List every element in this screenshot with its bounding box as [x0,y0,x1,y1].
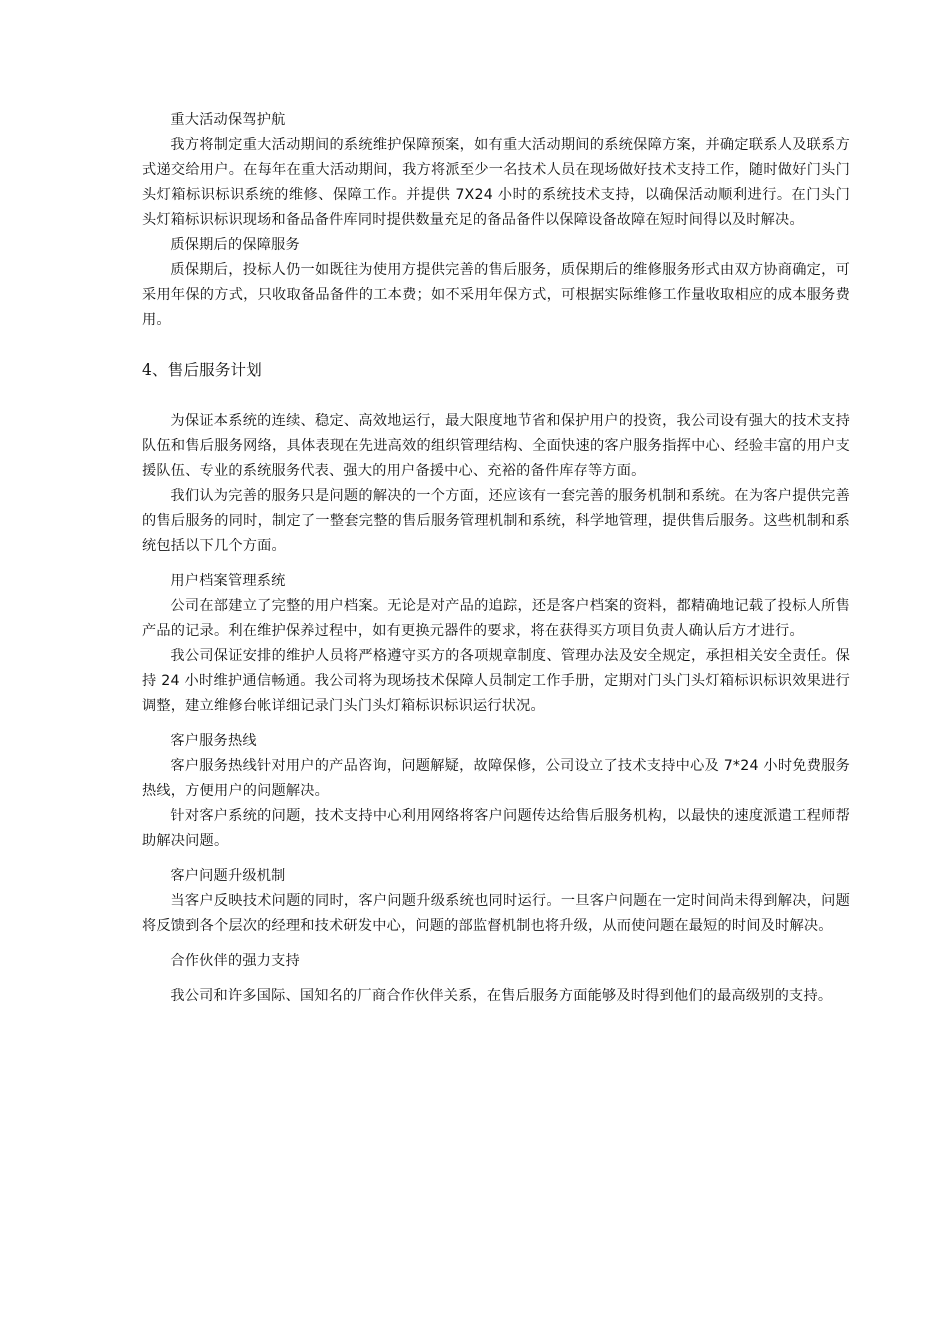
paragraph-hotline-2: 针对客户系统的问题，技术支持中心利用网络将客户问题传达给售后服务机构，以最快的速度派遣工程师帮助解决问题。 [142,808,850,849]
paragraph-intro-1: 为保证本系统的连续、稳定、高效地运行，最大限度地节省和保护用户的投资，我公司设有强大的技术支持队伍和售后服务网络，具体表现在先进高效的组织管理结构、全面快速的客户服务指挥中心、经验丰富的用户支援队伍、专业的系统服务代表、强大的用户备援中心、充裕的备件库存等方面。 [142,413,850,479]
spacer [142,939,850,949]
paragraph-hotline-1: 客户服务热线针对用户的产品咨询，问题解疑，故障保修，公司设立了技术支持中心及 7*24 小时免费服务热线，方便用户的问题解决。 [142,758,850,799]
paragraph-intro-2: 我们认为完善的服务只是问题的解决的一个方面，还应该有一套完善的服务机制和系统。在为客户提供完善的售后服务的同时，制定了一整套完整的售后服务管理机制和系统，科学地管理，提供售后服务。这些机制和系统包括以下几个方面。 [142,488,850,554]
spacer [142,719,850,729]
spacer [142,854,850,864]
section-title-escalation: 客户问题升级机制 [170,868,286,884]
section-title-user-archive: 用户档案管理系统 [170,573,286,589]
paragraph-user-archive-2: 我公司保证安排的维护人员将严格遵守买方的各项规章制度、管理办法及安全规定，承担相关安全责任。保持 24 小时维护通信畅通。我公司将为现场技术保障人员制定工作手册，定期对门头门头灯箱标识标识效果进行调整，建立维修台帐详细记录门头门头灯箱标识标识运行状况。 [142,648,850,714]
paragraph-major-events: 我方将制定重大活动期间的系统维护保障预案，如有重大活动期间的系统保障方案，并确定联系人及联系方式递交给用户。在每年在重大活动期间，我方将派至少一名技术人员在现场做好技术支持工作，随时做好门头门头灯箱标识标识系统的维修、保障工作。并提供 7X24 小时的系统技术支持，以确保活动顺利进行。在门头门头灯箱标识标识现场和备品备件库同时提供数量充足的备品备件以保障设备故障在短时间得以及时解决。 [142,137,850,228]
paragraph-partners: 我公司和许多国际、国知名的厂商合作伙伴关系，在售后服务方面能够及时得到他们的最高级别的支持。 [170,988,833,1004]
section-title-post-warranty: 质保期后的保障服务 [170,237,300,253]
heading-after-sales-plan: 4、售后服务计划 [142,361,262,379]
paragraph-post-warranty: 质保期后，投标人仍一如既往为使用方提供完善的售后服务，质保期后的维修服务形式由双方协商确定，可采用年保的方式，只收取备品备件的工本费；如不采用年保方式，可根据实际维修工作量收取相应的成本服务费用。 [142,262,850,328]
section-title-partners: 合作伙伴的强力支持 [170,953,300,969]
paragraph-escalation: 当客户反映技术问题的同时，客户问题升级系统也同时运行。一旦客户问题在一定时间尚未得到解决，问题将反馈到各个层次的经理和技术研发中心，问题的部监督机制也将升级，从而使问题在最短的时间及时解决。 [142,893,850,934]
spacer [142,974,850,984]
section-title-major-events: 重大活动保驾护航 [170,112,286,128]
spacer [142,559,850,569]
section-title-hotline: 客户服务热线 [170,733,257,749]
paragraph-user-archive-1: 公司在部建立了完整的用户档案。无论是对产品的追踪，还是客户档案的资料，都精确地记载了投标人所售产品的记录。利在维护保养过程中，如有更换元器件的要求，将在获得买方项目负责人确认后方才进行。 [142,598,850,639]
document-body [142,108,850,1009]
